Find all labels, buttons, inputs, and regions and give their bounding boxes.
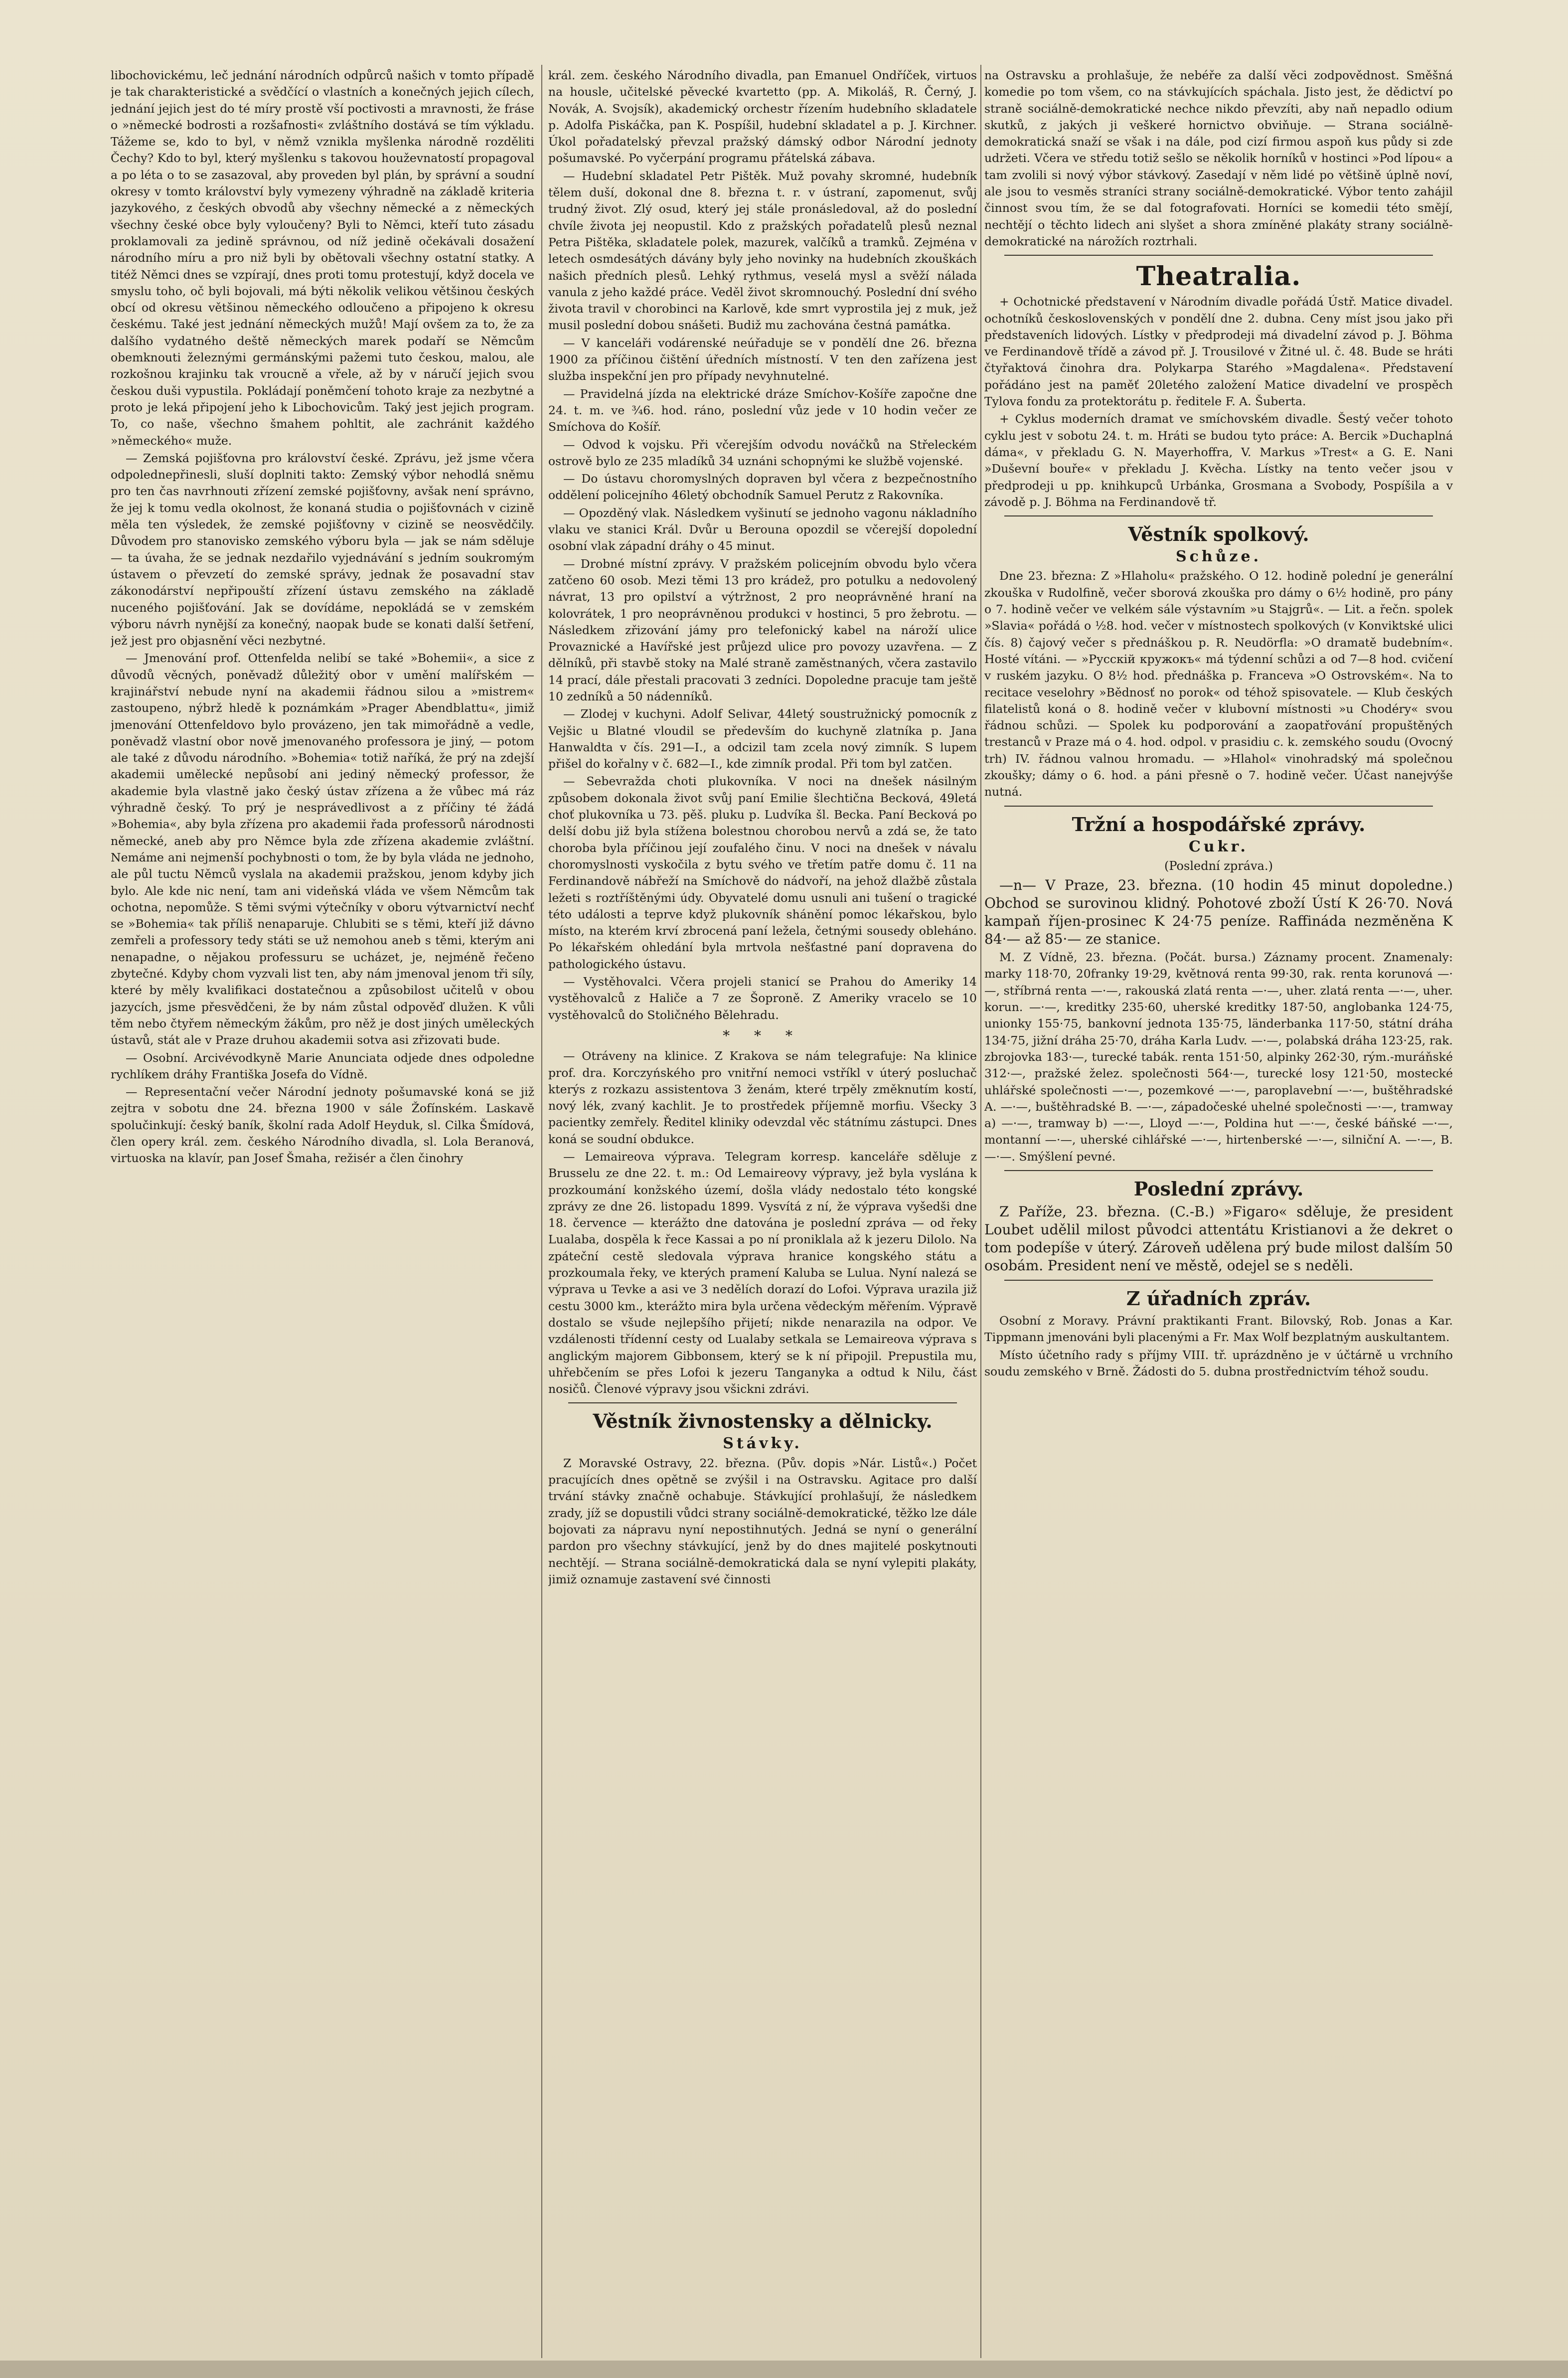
article-paragraph: — Do ústavu choromyslných dopraven byl včera z bezpečnostního oddělení policejního 46letý obchodník Samuel Perutz z Rakovníka. bbox=[548, 472, 977, 503]
column-rule bbox=[541, 65, 542, 2358]
section-title-theatralia: Theatralia. bbox=[1136, 261, 1301, 292]
article-paragraph: — Osobní. Arcivévodkyně Marie Anunciata odjede dnes odpoledne rychlíkem dráhy Františka Josefa do Vídně. bbox=[111, 1050, 534, 1081]
section-title-zivnostensky: Věstník živnostensky a dělnicky. bbox=[593, 1410, 933, 1433]
section-subtitle-schuze: Schůze. bbox=[1175, 548, 1262, 566]
article-paragraph: — Representační večer Národní jednoty pošumavské koná se již zejtra v sobotu dne 24. března 1900 v sále Žofínském. Laskavě spolučinkují: český baník, školní rada Adolf Heyduk, sl. Cilka Šmídová, člen opery král. zem. českého Národního divadla, sl. Lola Beranová, virtuoska na klavír, pan Josef Šmaha, režisér a člen činohry bbox=[111, 1085, 534, 1166]
divider bbox=[1004, 1170, 1433, 1171]
column-2 bbox=[548, 67, 977, 2356]
page-edge bbox=[0, 2361, 1568, 2378]
column-rule bbox=[980, 65, 981, 2358]
divider bbox=[1004, 1280, 1433, 1281]
column-3 bbox=[984, 67, 1453, 2356]
divider bbox=[568, 1402, 957, 1403]
article-paragraph: — Lemaireova výprava. Telegram korresp. kanceláře sděluje z Brusselu ze dne 22. t. m.: Od Lemaireovy výpravy, jež byla vyslána k prozkoumání konžského území, došla vlády nedostalo této kongské zprávy ze dne 26. listopadu 1899. Vysvítá z ní, že výprava vyšedši dne 18. července — kterážto dne datována je poslední zpráva — od řeky Lualaba, dospěla k řece Kassai a po ní proniklala až k jezeru Dilolo. Na zpáteční cestě sledovala výprava hranice kongského státu a prozkoumala řeky, ve kterých pramení Kaluba se Lulua. Nyní nalezá se výprava u Tevke a asi ve 3 nedělích dorazí do Lofoi. Výprava urazila již cestu 3000 km., kterážto mira byla určena vědeckým měřením. Výpravě dostalo se všude nejlepšího přijetí; nikde nenarazila na odpor. Ve vzdálenosti třídenní cesty od Lualaby setkala se Lemaireova výprava s anglickým majorem Gibbonsem, který se k ní připojil. Prepustila mu, uhřebčením se přes Lofoi k jezeru Tanganyka a odtud k Nilu, část nosičů. Členové výpravy jsou všickni zdrávi. bbox=[548, 1150, 977, 1396]
column-1 bbox=[111, 67, 534, 2356]
article-paragraph: — Vystěhovalci. Včera projeli stanicí se Prahou do Ameriky 14 vystěhovalců z Haliče a 7 ze Šoproně. Z Ameriky vracelo se 10 vystěhovalců do Stoličného Bělehradu. bbox=[548, 975, 977, 1022]
article-paragraph: — Opozděný vlak. Následkem vyšinutí se jednoho vagonu nákladního vlaku ve stanici Král. Dvůr u Berouna opozdil se včerejší dopolední osobní vlak západní dráhy o 45 minut. bbox=[548, 506, 977, 553]
article-paragraph: — Zlodej v kuchyni. Adolf Selivar, 44letý soustružnický pomocník z Vejšic u Blatné vloudil se především do kuchyně zlatníka p. Jana Hanwaldta v čís. 291—I., a odcizil tam zcela nový zimník. S lupem přišel do kořalny v č. 682—I., kde zimník prodal. Při tom byl zatčen. bbox=[548, 707, 977, 771]
section-title-posledni: Poslední zprávy. bbox=[1133, 1178, 1304, 1200]
article-paragraph: — Sebevražda choti plukovníka. V noci na dnešek násilným způsobem dokonala život svůj paní Emilie šlechtična Becková, 49letá choť plukovníka u 73. pěš. pluku p. Ludvíka šl. Becka. Paní Becková po delší dobu již byla stížena bolestnou chorobou nervů a zdá se, že tato choroba byla příčinou její zoufalého činu. V noci na dnešek v návalu choromyslnosti vyskočila z bytu svého ve třetím patře domu č. 11 na Ferdinandově nábřeží na Smíchově do nádvoří, na jehož dlažbě zůstala ležeti s roztříštěnými údy. Obyvatelé domu usnuli ani tušení o tragické této události a teprve když plukovník shánění pomoc lékařskou, bylo místo, na kterém krví zbrocená paní ležela, četnými sousedy obleháno. Po lékařském ohledání byla mrtvola nešťastné paní dopravena do pathologického ústavu. bbox=[548, 774, 977, 971]
article-paragraph: — Hudební skladatel Petr Pištěk. Muž povahy skromné, hudebník tělem duší, dokonal dne 8. března t. r. v ústraní, zapomenut, svůj trudný život. Zlý osud, který jej stále pronásledoval, až do poslední chvíle života jej neopustil. Kdo z pražských pořadatelů plesů neznal Petra Pištěka, skladatele polek, mazurek, valčíků a tramků. Zejména v letech osmdesátých dávány byly jeho novinky na hudebních zkouškách našich předních plesů. Lehký rythmus, veselá mysl a svěží nálada vanula z jeho každé práce. Veděl život skromnouchý. Poslední dní svého života travil v chorobinci na Karlově, kde smrt vyprostila jej z muk, jež musil poslední dobou snášeti. Budiž mu zachována čestná památka. bbox=[548, 169, 977, 333]
article-paragraph: na Ostravsku a prohlašuje, že nebéře za další věci zodpovědnost. Směšná komedie po tom všem, co na stávkujících spáchala. Jisto jest, že dědictví po straně sociálně-demokratické nechce nikdo převzíti, aby naň nepadlo odium skutků, z jakých ji veškeré hornictvo obviňuje. — Strana sociálně-demokratická snaží se však i na dále, pod cizí firmou aspoň kus půdy si zde udržeti. Včera ve středu totiž sešlo se několik horníků v hostinci »Pod lípou« a tam zvolili si nový výbor stávkový. Zasedají v něm lidé po většině úplně noví, ale jsou to vesměs straníci strany sociálně-demokratické. Výbor tento zahájil činnost svou tím, že se dal fotografovati. Horníci se komedii této smějí, nechtějí o těchto lidech ani slyšet a shora zmíněné plakáty strany sociálně-demokratické na nárožích roztrhali. bbox=[984, 68, 1453, 248]
section-note: (Poslední zpráva.) bbox=[1164, 858, 1273, 873]
article-paragraph: — Odvod k vojsku. Při včerejším odvodu nováčků na Střeleckém ostrově bylo ze 235 mladíků 34 uznáni schopnými ke službě vojenské. bbox=[548, 437, 977, 468]
article-paragraph: Z Moravské Ostravy, 22. března. (Pův. dopis »Nár. Listů«.) Počet pracujících dnes opětně se zvýšil i na Ostravsku. Agitace pro další trvání stávky značně ochabuje. Stávkující prohlašují, že následkem zrady, jíž se dopustili vůdci strany sociálně-demokratické, těžko lze dále bojovati za nápravu nyní nepostihnutých. Jedná se nyní o generální pardon pro všechny stávkující, jenž by do dnes majitelé poskytnouti nechtějí. — Strana sociálně-demokratická dala se nyní vylepiti plakáty, jimiž oznamuje zastavení své činnosti bbox=[548, 1456, 977, 1586]
article-paragraph: Místo účetního rady s příjmy VIII. tř. uprázdněno je v účtárně u vrchního soudu zemského v Brně. Žádosti do 5. dubna prostřednictvím téhož soudu. bbox=[984, 1348, 1453, 1378]
article-paragraph: + Cyklus moderních dramat ve smíchovském divadle. Šestý večer tohoto cyklu jest v sobotu 24. t. m. Hráti se budou tyto práce: A. Bercik »Duchaplná dáma«, v překladu G. N. Mayerhoffra, V. Markus »Trest« a G. E. Nani »Duševní bouře« v překladu J. Kvěcha. Lístky na tento večer jsou v předprodeji u pp. knihkupců Urbánka, Grosmana a Svobody, Pospíšila a v závodě p. J. Böhma na Ferdinandově tř. bbox=[984, 412, 1453, 509]
article-paragraph: král. zem. českého Národního divadla, pan Emanuel Ondříček, virtuos na housle, učitelské pěvecké kvartetto (pp. A. Mikoláš, R. Černý, J. Novák, A. Svojsík), akademický orchestr řízením hudebního skladatele p. Adolfa Piskáčka, pan K. Pospíšil, hudební skladatel a p. J. Kirchner. Úkol pořadatelský převzal pražský dámský odbor Národní jednoty pošumavské. Po vyčerpání programu přátelská zábava. bbox=[548, 68, 977, 166]
article-paragraph: — Drobné místní zprávy. V pražském policejním obvodu bylo včera zatčeno 60 osob. Mezi těmi 13 pro krádež, pro potulku a nedovolený návrat, 13 pro opilství a výtržnost, 2 pro neoprávněné hraní na kolovrátek, 1 pro neoprávněnou produkci v hostinci, 5 pro žebrotu. — Následkem zřizování jámy pro telefonický kabel na nároží ulice Provaznické a Havířské jest průjezd ulice pro povozy uzavřena. — Z dělníků, při stavbě stoky na Malé straně zaměstnaných, včera zastavilo 14 prací, dále přestali pracovati 3 zedníci. Dopoledne pracuje tam ještě 10 zedníků a 50 nádenníků. bbox=[548, 556, 977, 703]
article-paragraph: — Zemská pojišťovna pro království české. Zprávu, jež jsme včera odpolednepřinesli, sluší doplniti takto: Zemský výbor nehodlá sněmu pro ten čas navrhnouti zřízení zemské pojišťovny, avšak není správno, že jej k tomu vedla okolnost, že konaná studia o pojišťovnách v cizině měla ten výsledek, že zemské pojišťovny v cizině se neosvědčily. Důvodem pro stanovisko zemského výboru byla — jak se nám sděluje — ta úvaha, že se jednak nezdařilo vyjednávání s jedním soukromým ústavem o převzetí do zemské správy, jednak že posavadní stav zákonodárství nepřipouští zřízení ústavu zemského na základě nuceného pojišťování. Jak se dovídáme, nepokládá se v zemském výboru návrh nynější za konečný, naopak bude se konati další šetření, jež jest pro objasnění věci nezbytné. bbox=[111, 451, 534, 648]
divider bbox=[1004, 255, 1433, 256]
article-paragraph: Osobní z Moravy. Právní praktikanti Frant. Bilovský, Rob. Jonas a Kar. Tippmann jmenováni byli placenými a Fr. Max Wolf bezplatným auskultantem. bbox=[984, 1314, 1453, 1345]
section-title-spolkovy: Věstník spolkový. bbox=[1128, 523, 1309, 546]
article-paragraph: — V kanceláři vodárenské neúřaduje se v pondělí dne 26. března 1900 za příčinou čištění úředních místností. V ten den zařízena jest služba inspekční jen pro případy nevyhnutelné. bbox=[548, 336, 977, 383]
article-paragraph: — Jmenování prof. Ottenfelda nelibí se také »Bohemii«, a sice z důvodů věcných, poněvadž důležitý obor v umění malířském — krajinářství nebude nyní na akademii řádnou silou a »mistrem« zastoupeno, nýbrž hledě k poznámkám »Prager Abendblattu«, jimiž jmenování Ottenfeldovo bylo provázeno, jen tak mimořádně a vedle, poněvadž vlastní obor nově jmenovaného professora je jiný, — potom ale také z důvodu národního. »Bohemia« totiž naříká, že prý na zdejší akademii umělecké nepůsobí ani jediný německý professor, že akademie byla vlastně jako český ústav zřízena a že vůbec má ráz výhradně český. To prý je nesprávedlivost a z příčiny té žádá »Bohemia«, aby byla zřízena pro akademii řada professorů národnosti německé, aneb aby pro Němce byla zde zřízena akademie zvláštní. Nemáme ani nejmenší pochybnosti o tom, že by byla vláda ne jednoho, ale půl tuctu Němců vyslala na akademii pražskou, jenom kdyby jich bylo. Ale kde nic není, tam ani videňská vláda ve všem Němcům tak ochotna, nepomůže. S těmi svými výtečníky v oboru výtvarnictví nechť se »Bohemia« tak příliš nenaparuje. Chlubiti se s těmi, kteří již dávno zemřeli a professory tedy státi se už nemohou aneb s těmi, kterým ani nenapadne, o nějakou professuru se ucházet, je, nejméně řečeno zbytečné. Kdyby chom vyzvali list ten, aby nám jmenoval jenom tři síly, které by měly kvalifikaci dostatečnou a způsobilost učitelů v obou jazycích, jsme přesvědčeni, že by nám zůstal odpověď dlužen. K vůli těm nebo čtyřem německým žákům, pro něž je dost jiných uměleckých ústavů, stát ale v Praze druhou akademii sotva asi zřizovati bude. bbox=[111, 651, 534, 1047]
divider bbox=[1004, 515, 1433, 516]
section-divider-stars: * * * bbox=[723, 1027, 802, 1044]
section-subtitle-stavky: Stávky. bbox=[723, 1435, 802, 1453]
section-title-trzni: Tržní a hospodářské zprávy. bbox=[1072, 813, 1366, 836]
article-paragraph: — Pravidelná jízda na elektrické dráze Smíchov-Košíře započne dne 24. t. m. ve ¾6. hod. ráno, poslední vůz jede v 10 hodin večer ze Smíchova do Košíř. bbox=[548, 386, 977, 434]
latest-news: Z Paříže, 23. března. (C.-B.) »Figaro« sděluje, že president Loubet udělil milost původci attentátu Kristianovi a že dekret o tom podepíše v úterý. Zároveň udělena prý bude milost dalším 50 osobám. President není ve městě, odejel se s neděli. bbox=[984, 1203, 1453, 1274]
divider bbox=[1004, 806, 1433, 807]
article-paragraph: — Otráveny na klinice. Z Krakova se nám telegrafuje: Na klinice prof. dra. Korczyńského pro vnitřní nemoci vstříkl v úterý posluchač kterýs z rozkazu assistentova 3 ženám, které trpěly změknutím kostí, nový lék, zvaný kachlit. Je to prostředek příjemně morfiu. Všecky 3 pacientky zemřely. Ředitel kliniky odevzdal věc státnímu zástupci. Dnes koná se soudní obdukce. bbox=[548, 1049, 977, 1146]
section-title-urady: Z úřadních zpráv. bbox=[1126, 1287, 1311, 1310]
section-subtitle-cukr: Cukr. bbox=[1189, 838, 1249, 855]
bourse-report: M. Z Vídně, 23. března. (Počát. bursa.) Záznamy procent. Znamenaly: marky 118·70, 20franky 19·29, květnová renta 99·30, rak. renta korunová —·—, stříbrná renta —·—, rakouská zlatá renta —·—, uher. zlatá renta —·—, uher. korun. —·—, kreditky 235·60, uherské kreditky 187·50, anglobanka 124·75, unionky 155·75, bankovní jednota 135·75, länderbanka 117·50, státní dráha 134·75, jižní dráha 25·70, dráha Karla Ludv. —·—, polabská dráha 123·25, rak. zbrojovka 183·—, turecké tabák. renta 151·50, alpinky 262·30, rým.-muráňské 312·—, pražské želez. společnosti 564·—, turecké losy 121·50, mostecké uhlářské společnosti —·—, pozemkové —·—, paroplavební —·—, buštěhradské A. —·—, buštěhradské B. —·—, západočeské uhelné společnosti —·—, tramway a) —·—, tramway b) —·—, Lloyd —·—, Poldina hut —·—, české báňské —·—, montanní —·—, uherské cihlářské —·—, hirtenberské —·—, silniční A. —·—, B. —·—. Smýšlení pevné. bbox=[984, 950, 1453, 1164]
sugar-report: —n— V Praze, 23. března. (10 hodin 45 minut dopoledne.) Obchod se surovinou klidný. Pohotové zboží Ústí K 26·70. Nová kampaň říjen-prosinec K 24·75 peníze. Raffináda nezměněna K 84·— až 85·— ze stanice. bbox=[984, 877, 1453, 948]
article-paragraph: Dne 23. března: Z »Hlaholu« pražského. O 12. hodině polední je generální zkouška v Rudolfině, večer sborová zkouška pro dámy o 6½ hodině, pro pány o 7. hodině večer ve velkém sále výstavním »u Stajgrů«. — Lit. a řečn. spolek »Slavia« pořádá o ½8. hod. večer v místnostech spolkových (v Konviktské ulici čís. 8) čajový večer s přednáškou p. R. Neudörfla: »O dramatě budebním«. Hosté vítáni. — »Русскій кружокъ« má týdenní schůzi a od 7—8 hod. cvičení v ruském jazyku. O 8½ hod. přednáška p. Franceva »O Ostrovském«. Na to recitace veselohry »Bědnosť nо porok« od téhož spisovatele. — Klub českých filatelistů koná o 8. hodině večer v klubovní místnosti »u Chodéry« svou řádnou schůzi. — Spolek ku podporování a zaopatřování propuštěných trestanců v Praze má o 4. hod. odpol. v prasidiu c. k. zemského soudu (Ovocný trh) IV. řádnou valnou hromadu. — »Hlahol« vinohradský má společnou zkoušky; dámy o 6. hod. a páni přesně o 7. hodině večer. Účast nanejvýše nutná. bbox=[984, 569, 1453, 799]
article-paragraph: + Ochotnické představení v Národním divadle pořádá Ústř. Matice divadel. ochotníků československých v pondělí dne 2. dubna. Ceny míst jsou jako při představeních lidových. Lístky v předprodeji má divadelní závod p. J. Böhma ve Ferdinandově třídě a závod př. J. Trousilové v Žitné ul. č. 48. Bude se hráti čtyřaktová činohra dra. Polykarpa Starého »Magdalena«. Představení pořádáno jest na paměť 20letého založení Matice divadelní ve prospěch Tylova fondu za protektorátu p. ředitele F. A. Šuberta. bbox=[984, 295, 1453, 409]
article-paragraph: libochovickému, leč jednání národních odpůrců našich v tomto případě je tak charakteristické a svědčící o vlastních a konečných jejich cílech, jednání jejich jest do té míry prostě vší poctivosti a mravnosti, že fráse o »německé bodrosti a rozšafnosti« zvláštního dostává se tím výkladu. Tážeme se, kdo to byl, v němž vznikla myšlenka národně rozděliti Čechy? Kdo to byl, který myšlenku s takovou houževnatostí propagoval a po léta o to se zasazoval, aby proveden byl plán, by správní a soudní okresy v tomto království byly vymezeny výhradně na základě kriteria jazykového, z českých obvodů aby všechny německé a z německých všechny české obce byly vyloučeny? Byli to Němci, kteří tuto zásadu proklamovali za jedině správnou, od níž jedině očekávali dosažení národního míru a pro niž byli by obětovali všechny ostatní statky. A titéž Němci dnes se vzpírají, dnes proti tomu protestují, když docela ve smyslu toho, oč byli bojovali, má býti několik velikou většinou českých obcí od okresu většinou německého odloučeno a připojeno k okresu českému. Také jest jednání německých mužů! Mají ovšem za to, že za dalšího vydatného deště německých marek podaří se Němcům obemknouti železnými germánskými pažemi tuto českou, malou, ale rozkošnou krajinku tak vroucně a vřele, až by v náručí jejich svou českou duši vypustila. Pokládají poněmčení tohoto kraje za nezbytné a proto je leká připojení jeho k Libochovicům. Taký jest jejich program. To, co naše, všechno šmahem pohltit, ale zachránit každého »německého« muže. bbox=[111, 68, 534, 448]
